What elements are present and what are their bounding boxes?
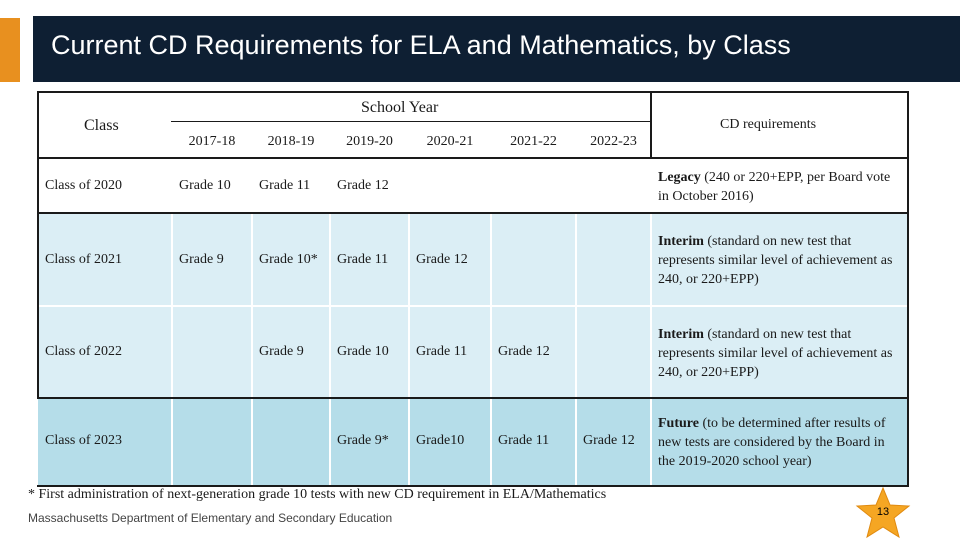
class-label: Class of 2023: [45, 433, 122, 448]
slide-title: Current CD Requirements for ELA and Mathematics, by Class: [51, 30, 791, 60]
year-header: 2022-23: [590, 134, 637, 149]
class-label: Class of 2020: [45, 178, 122, 193]
grade-cell: Grade 11: [416, 344, 468, 359]
grade-cell: Grade 10*: [259, 252, 318, 267]
grade-cell: Grade 9: [259, 344, 304, 359]
cd-requirement: Legacy (240 or 220+EPP, per Board vote in October 2016): [658, 170, 891, 204]
grade-cell: Grade 12: [416, 252, 468, 267]
class-label: Class of 2021: [45, 252, 122, 267]
cd-requirement: Interim (standard on new test that represents similar level of achievement as 240, or 220+EPP): [658, 327, 893, 380]
grade-cell: Grade 12: [337, 178, 389, 193]
title-bar: [33, 16, 960, 82]
grade-cell: Grade 9*: [337, 433, 389, 448]
class-label: Class of 2022: [45, 344, 122, 359]
cd-requirements-header: CD requirements: [720, 117, 817, 132]
grade-cell: Grade 11: [337, 252, 389, 267]
year-header: 2020-21: [426, 134, 474, 149]
cd-requirement: Future (to be determined after results of new tests are considered by the Board in the 2019-2020 school year): [658, 416, 886, 469]
school-year-header: School Year: [361, 99, 439, 116]
year-header: 2018-19: [267, 134, 315, 149]
accent-bar: [0, 18, 20, 82]
grade-cell: Grade 9: [179, 252, 224, 267]
grade-cell: Grade 11: [498, 433, 550, 448]
grade-cell: Grade 12: [498, 344, 550, 359]
cd-requirement: Interim (standard on new test that represents similar level of achievement as 240, or 220+EPP): [658, 234, 893, 287]
page-number: 13: [876, 506, 890, 518]
grade-cell: Grade 12: [583, 433, 635, 448]
department-name: Massachusetts Department of Elementary and Secondary Education: [28, 511, 393, 525]
year-header: 2021-22: [510, 134, 557, 149]
class-header: Class: [84, 117, 119, 134]
year-header: 2019-20: [346, 134, 393, 149]
grade-cell: Grade 11: [259, 178, 311, 193]
grade-cell: Grade10: [416, 433, 465, 448]
footnote: * First administration of next-generation grade 10 tests with new CD requirement in ELA/Mathematics: [28, 487, 607, 502]
grade-cell: Grade 10: [337, 344, 389, 359]
grade-cell: Grade 10: [179, 178, 231, 193]
year-header: 2017-18: [188, 134, 236, 149]
